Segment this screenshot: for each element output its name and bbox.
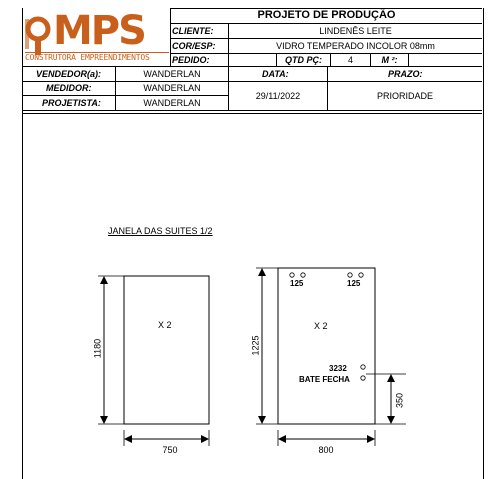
left-glass-panel bbox=[124, 276, 209, 424]
projetista-value: WANDERLAN bbox=[143, 98, 201, 108]
lock-hole-top bbox=[361, 365, 365, 369]
left-width-label: 750 bbox=[162, 445, 178, 455]
left-qty-label: X 2 bbox=[158, 320, 172, 330]
pedido-label: PEDIDO: bbox=[172, 55, 210, 65]
right-height-label: 1225 bbox=[250, 335, 261, 356]
left-height-label: 1180 bbox=[92, 338, 103, 359]
m2-label: M ²: bbox=[381, 55, 398, 65]
hole-right-a bbox=[348, 273, 352, 277]
hole-right-label: 125 bbox=[347, 279, 361, 288]
hole-left-a bbox=[290, 273, 294, 277]
hole-right-b bbox=[359, 273, 363, 277]
hole-left-b bbox=[301, 273, 305, 277]
prazo-label: PRAZO: bbox=[388, 69, 423, 79]
data-label: DATA: bbox=[262, 69, 289, 79]
right-qty-label: X 2 bbox=[314, 321, 328, 331]
lock-hole-bottom bbox=[361, 376, 365, 380]
hole-left-label: 125 bbox=[290, 279, 304, 288]
projetista-label: PROJETISTA: bbox=[42, 98, 101, 108]
medidor-value: WANDERLAN bbox=[143, 83, 201, 93]
right-glass-panel bbox=[278, 268, 375, 424]
prazo-value: PRIORIDADE bbox=[376, 91, 433, 101]
page-title: PROJETO DE PRODUÇÃO bbox=[257, 9, 396, 21]
cor-label: COR/ESP: bbox=[172, 41, 216, 51]
cliente-value: LINDENÊS LEITE bbox=[319, 26, 392, 36]
right-width-label: 800 bbox=[318, 445, 334, 455]
lock-height-label: 350 bbox=[394, 392, 405, 409]
vendedor-label: VENDEDOR(a): bbox=[36, 69, 102, 79]
lock-code-label: 3232 bbox=[329, 364, 347, 373]
logo-tagline: CONSTRUTORA EMPREENDIMENTOS bbox=[25, 52, 169, 62]
data-value: 29/11/2022 bbox=[255, 91, 301, 101]
cliente-label: CLIENTE: bbox=[172, 26, 214, 36]
medidor-label: MEDIDOR: bbox=[46, 83, 92, 93]
logo-letters: MPS bbox=[53, 8, 145, 54]
qtd-value: 4 bbox=[347, 55, 353, 65]
section-title: JANELA DAS SUITES 1/2 bbox=[108, 226, 213, 236]
qtd-label: QTD PÇ: bbox=[285, 55, 322, 65]
cor-value: VIDRO TEMPERADO INCOLOR 08mm bbox=[276, 41, 435, 51]
vendedor-value: WANDERLAN bbox=[143, 69, 201, 79]
lock-name-label: BATE FECHA bbox=[299, 375, 350, 384]
